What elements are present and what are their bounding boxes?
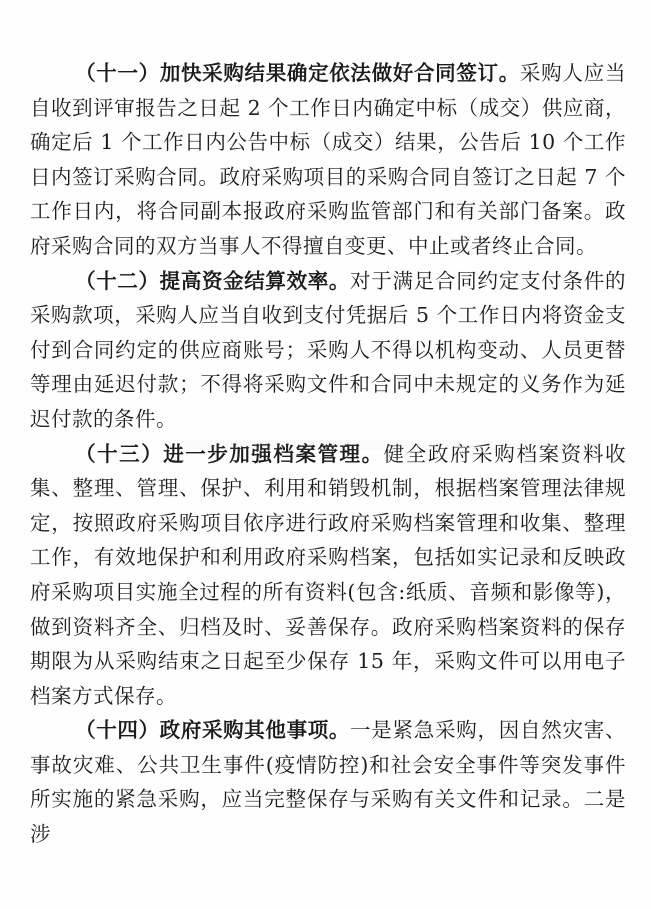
paragraph-12-heading: （十二）提高资金结算效率。 bbox=[75, 268, 351, 293]
paragraph-13-heading: （十三）进一步加强档案管理。 bbox=[75, 441, 384, 466]
paragraph-11-heading: （十一）加快采购结果确定依法做好合同签订。 bbox=[75, 61, 520, 85]
document-body bbox=[30, 56, 626, 852]
paragraph-12-text: 对于满足合同约定支付条件的采购款项，采购人应当自收到支付凭据后 5 个工作日内将资金支付到合同约定的供应商账号；采购人不得以机构变动、人员更替等理由延迟付款；不得将采购文件和合同中未规定的义务作为延迟付款的条件。 bbox=[30, 268, 627, 431]
paragraph-14 bbox=[30, 713, 626, 851]
paragraph-11-text: 采购人应当自收到评审报告之日起 2 个工作日内确定中标（成交）供应商，确定后 1 个工作日内公告中标（成交）结果，公告后 10 个工作日内签订采购合同。政府采购项目的采购合同自签订之日起 7 个工作日内，将合同副本报政府采购监管部门和有关部门备案。政府采购合同的双方当事人不得擅自变更、中止或者终止合同。 bbox=[30, 61, 626, 258]
paragraph-12 bbox=[30, 264, 626, 437]
paragraph-13-text: 健全政府采购档案资料收集、整理、管理、保护、利用和销毁机制，根据档案管理法律规定，按照政府采购项目依序进行政府采购档案管理和收集、整理工作，有效地保护和利用政府采购档案，包括如实记录和反映政府采购项目实施全过程的所有资料(包含:纸质、音频和影像等)，做到资料齐全、归档及时、妥善保存。政府采购档案资料的保存期限为从采购结束之日起至少保存 15 年，采购文件可以用电子档案方式保存。 bbox=[30, 441, 626, 708]
paragraph-14-text: 一是紧急采购，因自然灾害、事故灾难、公共卫生事件(疫情防控)和社会安全事件等突发事件所实施的紧急采购，应当完整保存与采购有关文件和记录。二是涉 bbox=[30, 718, 627, 847]
paragraph-13 bbox=[30, 437, 626, 714]
paragraph-11 bbox=[30, 56, 626, 264]
paragraph-14-heading: （十四）政府采购其他事项。 bbox=[75, 718, 351, 743]
